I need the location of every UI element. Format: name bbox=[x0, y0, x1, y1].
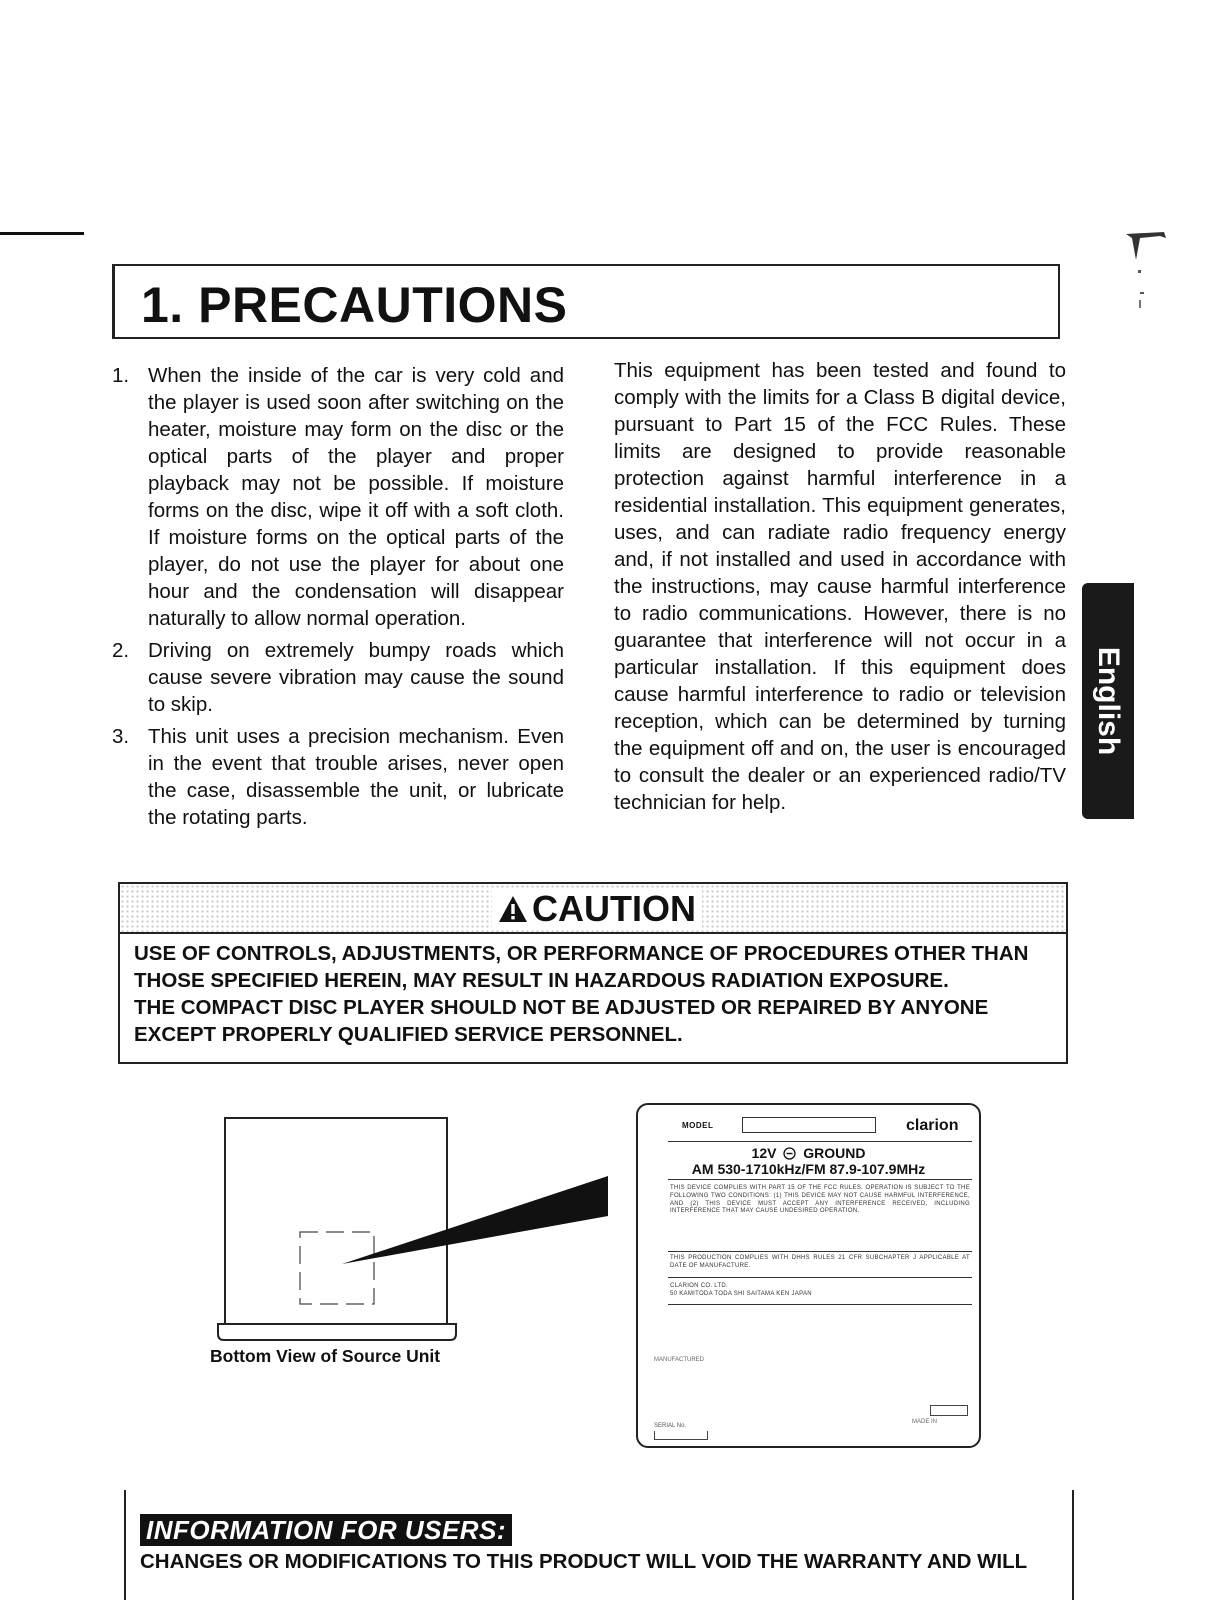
section-title-box bbox=[112, 264, 1060, 339]
warning-triangle-icon bbox=[498, 895, 528, 923]
dhhs-notice: THIS PRODUCTION COMPLIES WITH DHHS RULES 21 CFR SUBCHAPTER J APPLICABLE AT DATE OF MANUFACTURE. bbox=[670, 1255, 970, 1269]
language-tab-label: English bbox=[1092, 646, 1125, 756]
fcc-notice: THIS DEVICE COMPLIES WITH PART 15 OF THE FCC RULES. OPERATION IS SUBJECT TO THE FOLLOWING TWO CONDITIONS: (1) THIS DEVICE MAY NOT CAUSE HARMFUL INTERFERENCE, AND (2) THIS DEVICE MUST ACCEPT ANY INTERFERENCE RECEIVED, INCLUDING INTERFERENCE THAT MAY CAUSE UNDESIRED OPERATION. bbox=[670, 1185, 970, 1215]
caution-box bbox=[118, 882, 1068, 1064]
list-item bbox=[112, 637, 564, 718]
caution-title bbox=[492, 888, 702, 930]
info-body: CHANGES OR MODIFICATIONS TO THIS PRODUCT WILL VOID THE WARRANTY AND WILL bbox=[140, 1550, 1028, 1573]
caution-body bbox=[134, 940, 1056, 1048]
frequency-range: AM 530-1710kHz/FM 87.9-107.9MHz bbox=[691, 1161, 926, 1177]
company-name: CLARION CO. LTD. bbox=[670, 1283, 729, 1289]
item-text: Driving on extremely bumpy roads which cause severe vibration may cause the sound to skip. bbox=[148, 639, 564, 716]
model-field bbox=[742, 1117, 876, 1133]
serial-label: SERIAL No. bbox=[654, 1423, 687, 1429]
precautions-list bbox=[112, 362, 564, 836]
divider bbox=[668, 1304, 972, 1305]
power-rating bbox=[638, 1145, 979, 1161]
negative-ground-icon bbox=[783, 1147, 796, 1160]
rating-label bbox=[636, 1103, 981, 1448]
caution-title-text: CAUTION bbox=[532, 888, 696, 929]
caution-line: THOSE SPECIFIED HEREIN, MAY RESULT IN HAZARDOUS RADIATION EXPOSURE. bbox=[134, 969, 949, 992]
caution-line: EXCEPT PROPERLY QUALIFIED SERVICE PERSONNEL. bbox=[134, 1023, 683, 1046]
serial-field bbox=[654, 1431, 708, 1440]
list-item bbox=[112, 362, 564, 632]
list-item bbox=[112, 723, 564, 831]
figure-caption: Bottom View of Source Unit bbox=[210, 1346, 441, 1366]
caution-line: THE COMPACT DISC PLAYER SHOULD NOT BE ADJUSTED OR REPAIRED BY ANYONE bbox=[134, 996, 989, 1019]
brand-logo: clarion bbox=[906, 1117, 959, 1134]
item-number: 1. bbox=[112, 364, 130, 387]
model-label: MODEL bbox=[682, 1121, 714, 1130]
caution-header bbox=[120, 884, 1066, 934]
margin-mark bbox=[0, 232, 84, 235]
item-number: 2. bbox=[112, 639, 130, 662]
manufactured-date: MANUFACTURED bbox=[654, 1357, 705, 1363]
item-number: 3. bbox=[112, 725, 130, 748]
language-tab bbox=[1082, 583, 1134, 819]
corner-mark-icon bbox=[1120, 230, 1170, 320]
source-unit-bottom-view-drawing bbox=[210, 1112, 620, 1344]
divider bbox=[668, 1277, 972, 1278]
fcc-paragraph: This equipment has been tested and found to comply with the limits for a Class B digital device, pursuant to Part 15 of the FCC Rules. These limits are designed to provide reasonable protection against harmful interference in a residential installation. This equipment generates, uses, and can radiate radio frequency energy and, if not installed and used in accordance with the instructions, may cause harmful interference to radio communications. However, there is no guarantee that interference will not occur in a particular installation. If this equipment does cause harmful interference to radio or television reception, which can be determined by turning the equipment off and on, the user is encouraged to consult the dealer or an experienced radio/TV technician for help. bbox=[614, 359, 1066, 814]
power-voltage: 12V bbox=[751, 1145, 777, 1161]
divider bbox=[668, 1179, 972, 1180]
divider bbox=[668, 1141, 972, 1142]
origin-box bbox=[930, 1405, 968, 1416]
power-ground: GROUND bbox=[803, 1145, 866, 1161]
divider bbox=[668, 1251, 972, 1252]
info-heading: INFORMATION FOR USERS: bbox=[140, 1514, 512, 1546]
caution-line: USE OF CONTROLS, ADJUSTMENTS, OR PERFORMANCE OF PROCEDURES OTHER THAN bbox=[134, 942, 1029, 965]
company-address: 50 KAMITODA TODA SHI SAITAMA KEN JAPAN bbox=[670, 1291, 812, 1297]
made-in-text: MADE IN bbox=[912, 1419, 938, 1425]
item-text: This unit uses a precision mechanism. Even in the event that trouble arises, never open the case, disassemble the unit, or lubricate the rotating parts. bbox=[148, 725, 564, 829]
item-text: When the inside of the car is very cold and the player is used soon after switching on the heater, moisture may form on the disc or the optical parts of the player and proper playback may not be possible. If moisture forms on the disc, wipe it off with a soft cloth. If moisture forms on the optical parts of the player, do not use the player for about one hour and the condensation will disappear naturally to allow normal operation. bbox=[148, 364, 564, 630]
page-title: 1. PRECAUTIONS bbox=[141, 277, 568, 333]
